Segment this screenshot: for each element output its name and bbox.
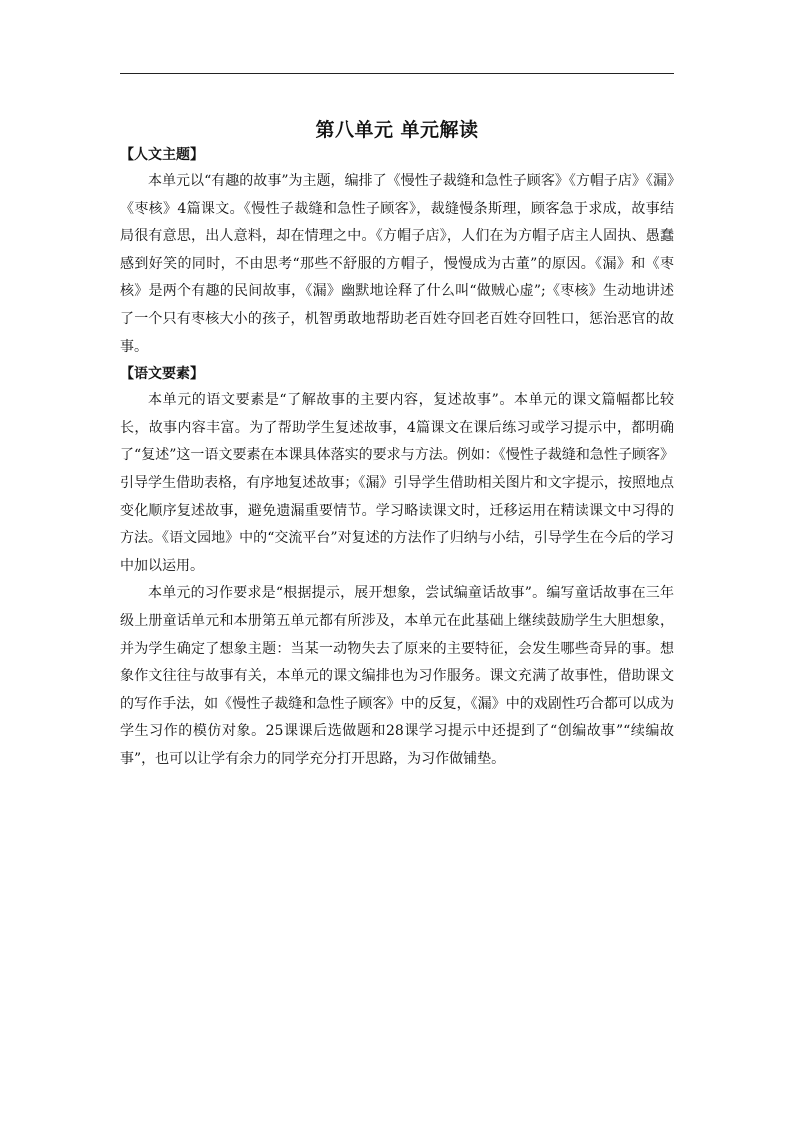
- document-title: 第八单元 单元解读: [315, 118, 479, 141]
- section-language-elements: [120, 361, 674, 773]
- paragraph-language-elements: 本单元的语文要素是“了解故事的主要内容，复述故事”。本单元的课文篇幅都比较长，故事内容丰富。为了帮助学生复述故事，4篇课文在课后练习或学习提示中，都明确了“复述”这一语文要素在本课具体落实的要求与方法。例如：《慢性子裁缝和急性子顾客》引导学生借助表格，有序地复述故事；《漏》引导学生借助相关图片和文字提示，按照地点变化顺序复述故事，避免遗漏重要情节。学习略读课文时，迁移运用在精读课文中习得的方法。《语文园地》中的“交流平台”对复述的方法作了归纳与小结，引导学生在今后的学习中加以运用。: [120, 392, 674, 574]
- section-heading-theme: 【人文主题】: [120, 147, 204, 163]
- section-heading-language-elements: 【语文要素】: [120, 366, 204, 383]
- section-theme: [120, 142, 674, 361]
- document-body: [120, 142, 674, 773]
- header-rule: [120, 73, 674, 74]
- paragraph-writing-requirements: 本单元的习作要求是“根据提示，展开想象，尝试编童话故事”。编写童话故事在三年级上册童话单元和本册第五单元都有所涉及，本单元在此基础上继续鼓励学生大胆想象，并为学生确定了想象主题：当某一动物失去了原来的主要特征，会发生哪些奇异的事。想象作文往往与故事有关，本单元的课文编排也为习作服务。课文充满了故事性，借助课文的写作手法，如《慢性子裁缝和急性子顾客》中的反复，《漏》中的戏剧性巧合都可以成为学生习作的模仿对象。25课课后选做题和28课学习提示中还提到了“创编故事”“续编故事”，也可以让学有余力的同学充分打开思路，为习作做铺垫。: [120, 585, 674, 767]
- paragraph-theme: 本单元以“有趣的故事”为主题，编排了《慢性子裁缝和急性子顾客》《方帽子店》《漏》《枣核》4篇课文。《慢性子裁缝和急性子顾客》，裁缝慢条斯理，顾客急于求成，故事结局很有意思，出人意料，却在情理之中。《方帽子店》，人们在为方帽子店主人固执、愚蠢感到好笑的同时，不由思考“那些不舒服的方帽子，慢慢成为古董”的原因。《漏》和《枣核》是两个有趣的民间故事，《漏》幽默地诠释了什么叫“做贼心虚”;《枣核》生动地讲述了一个只有枣核大小的孩子，机智勇敢地帮助老百姓夺回老百姓夺回牲口，惩治恶官的故事。: [120, 173, 674, 355]
